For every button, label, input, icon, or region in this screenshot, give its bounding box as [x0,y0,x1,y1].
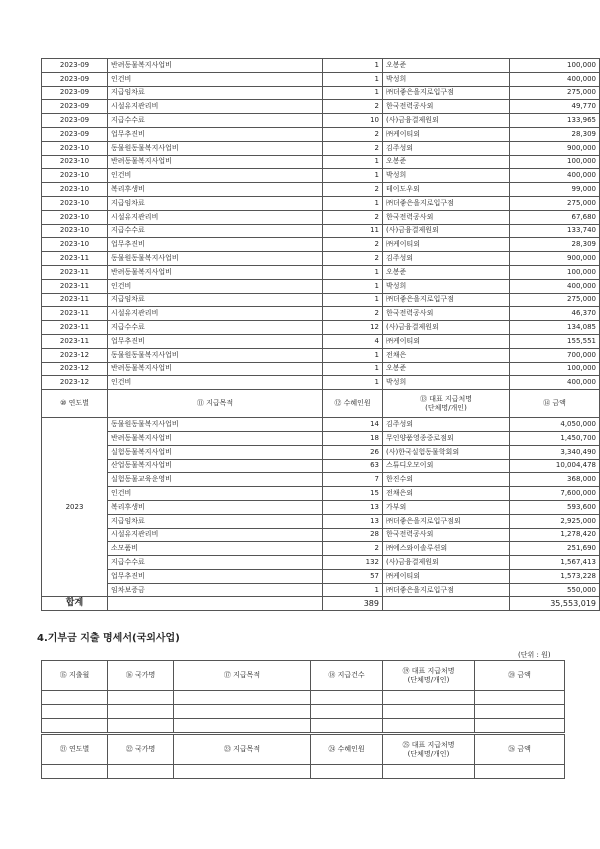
amount-cell: 550,000 [510,583,600,597]
count-cell: 26 [323,445,383,459]
purpose-cell: 시설유지관리비 [108,100,323,114]
purpose-cell: 지급임차료 [108,196,323,210]
header-year: ⑩ 연도별 [42,390,108,418]
table-row [42,583,600,597]
payee-cell: 전채은외 [383,487,510,501]
table-row [42,528,600,542]
header-amount: ⑳ 금액 [475,661,565,691]
payee-cell: 전채은 [383,348,510,362]
table-row [42,59,600,73]
purpose-cell: 업무추진비 [108,569,323,583]
purpose-cell: 인건비 [108,279,323,293]
amount-cell: 368,000 [510,473,600,487]
month-cell: 2023-11 [42,265,108,279]
purpose-cell: 반려동물복지사업비 [108,431,323,445]
count-cell: 10 [323,114,383,128]
count-cell: 2 [323,252,383,266]
purpose-cell: 동물원동물복지사업비 [108,418,323,432]
table-row [42,224,600,238]
table-row [42,487,600,501]
count-cell: 2 [323,307,383,321]
payee-cell: ㈜케이티외 [383,334,510,348]
payee-cell: (사)금융결제원외 [383,556,510,570]
count-cell: 1 [323,59,383,73]
table-row [42,362,600,376]
amount-cell: 400,000 [510,279,600,293]
section-title: 4.기부금 지출 명세서(국외사업) [37,633,180,644]
overseas-monthly-header-row [42,661,565,691]
purpose-cell: 실험동물복지사업비 [108,445,323,459]
amount-cell: 7,600,000 [510,487,600,501]
purpose-cell: 업무추진비 [108,127,323,141]
count-cell: 1 [323,265,383,279]
payee-cell: 한진수외 [383,473,510,487]
purpose-cell: 지급수수료 [108,321,323,335]
payee-cell: 한국전력공사외 [383,307,510,321]
payee-cell: ㈜케이티외 [383,238,510,252]
domestic-expense-table [41,58,600,611]
purpose-cell: 지급임차료 [108,514,323,528]
table-row [42,445,600,459]
count-cell: 2 [323,141,383,155]
month-cell: 2023-11 [42,321,108,335]
month-cell: 2023-09 [42,114,108,128]
month-cell: 2023-10 [42,238,108,252]
table-row [42,114,600,128]
table-row [42,293,600,307]
empty-row [42,691,565,705]
payee-cell: 박성희 [383,376,510,390]
payee-cell: 무인양품영종중로점외 [383,431,510,445]
header-payee: ⑬ 대표 지급처명 (단체명/개인) [383,390,510,418]
payee-cell: 한국전력공사외 [383,210,510,224]
amount-cell: 1,567,413 [510,556,600,570]
purpose-cell: 시설유지관리비 [108,307,323,321]
count-cell: 11 [323,224,383,238]
payee-cell: ㈜더좋은을지로입구점 [383,583,510,597]
count-cell: 14 [323,418,383,432]
table-row [42,514,600,528]
month-cell: 2023-11 [42,252,108,266]
payee-cell: 가부외 [383,500,510,514]
month-cell: 2023-11 [42,279,108,293]
payee-cell: (사)금융결제원외 [383,321,510,335]
table-row [42,500,600,514]
count-cell: 2 [323,100,383,114]
header-purpose: ⑪ 지급목적 [108,390,323,418]
monthly-rows [42,59,600,390]
month-cell: 2023-11 [42,307,108,321]
payee-cell: 박성희 [383,72,510,86]
month-cell: 2023-09 [42,127,108,141]
purpose-cell: 지급임차료 [108,86,323,100]
amount-cell: 275,000 [510,293,600,307]
payee-cell: 한국전력공사외 [383,100,510,114]
month-cell: 2023-12 [42,362,108,376]
payee-cell: 한국전력공사외 [383,528,510,542]
purpose-cell: 반려동물복지사업비 [108,155,323,169]
purpose-cell: 임차보증금 [108,583,323,597]
header-month: ⑮ 지출월 [42,661,108,691]
month-cell: 2023-10 [42,196,108,210]
payee-cell: 김주성외 [383,418,510,432]
count-cell: 15 [323,487,383,501]
amount-cell: 49,770 [510,100,600,114]
amount-cell: 275,000 [510,86,600,100]
overseas-annual-header-row [42,735,565,765]
payee-cell: 테이도우외 [383,183,510,197]
count-cell: 1 [323,376,383,390]
empty-row [42,765,565,779]
month-cell: 2023-09 [42,72,108,86]
payee-cell: 오봉준 [383,155,510,169]
payee-cell: 스튜디오모이외 [383,459,510,473]
table-row [42,252,600,266]
header-year: ㉑ 연도별 [42,735,108,765]
purpose-cell: 인건비 [108,169,323,183]
month-cell: 2023-09 [42,86,108,100]
table-row [42,86,600,100]
count-cell: 132 [323,556,383,570]
amount-cell: 28,309 [510,238,600,252]
count-cell: 2 [323,542,383,556]
purpose-cell: 인건비 [108,376,323,390]
payee-cell: (사)한국실험동물학회외 [383,445,510,459]
purpose-cell: 시설유지관리비 [108,210,323,224]
payee-cell: (사)금융결제원외 [383,224,510,238]
payee-cell: 오봉준 [383,265,510,279]
table-row [42,279,600,293]
table-row [42,542,600,556]
payee-cell: 오봉준 [383,362,510,376]
empty-row [42,719,565,733]
month-cell: 2023-09 [42,100,108,114]
amount-cell: 400,000 [510,169,600,183]
table-row [42,127,600,141]
purpose-cell: 업무추진비 [108,238,323,252]
amount-cell: 251,690 [510,542,600,556]
count-cell: 2 [323,127,383,141]
payee-cell: 김주성외 [383,141,510,155]
amount-cell: 275,000 [510,196,600,210]
amount-cell: 100,000 [510,59,600,73]
payee-cell: ㈜더좋은을지로입구점외 [383,514,510,528]
amount-cell: 4,050,000 [510,418,600,432]
payee-cell: ㈜더좋은을지로입구점 [383,293,510,307]
month-cell: 2023-10 [42,183,108,197]
count-cell: 63 [323,459,383,473]
total-label: 합계 [42,597,108,611]
annual-header-row [42,390,600,418]
table-row [42,100,600,114]
count-cell: 1 [323,279,383,293]
payee-cell: 박성희 [383,169,510,183]
month-cell: 2023-11 [42,334,108,348]
count-cell: 12 [323,321,383,335]
annual-rows [42,418,600,597]
header-purpose: ㉓ 지급목적 [174,735,311,765]
total-payee-empty [383,597,510,611]
amount-cell: 2,925,000 [510,514,600,528]
amount-cell: 133,965 [510,114,600,128]
amount-cell: 133,740 [510,224,600,238]
table-row [42,210,600,224]
amount-cell: 10,004,478 [510,459,600,473]
purpose-cell: 반려동물복지사업비 [108,362,323,376]
month-cell: 2023-10 [42,224,108,238]
header-payee: ㉕ 대표 지급처명 (단체명/개인) [383,735,475,765]
purpose-cell: 업무추진비 [108,334,323,348]
count-cell: 1 [323,362,383,376]
purpose-cell: 시설유지관리비 [108,528,323,542]
amount-cell: 1,450,700 [510,431,600,445]
month-cell: 2023-12 [42,376,108,390]
table-row [42,72,600,86]
payee-cell: (사)금융결제원외 [383,114,510,128]
table-row [42,141,600,155]
month-cell: 2023-10 [42,169,108,183]
amount-cell: 1,278,420 [510,528,600,542]
purpose-cell: 동물원동물복지사업비 [108,348,323,362]
table-row [42,348,600,362]
header-country: ㉒ 국가명 [108,735,174,765]
month-cell: 2023-10 [42,155,108,169]
header-count: ⑫ 수혜인원 [323,390,383,418]
month-cell: 2023-10 [42,141,108,155]
header-purpose: ⑰ 지급목적 [174,661,311,691]
payee-cell: ㈜케이티외 [383,127,510,141]
amount-cell: 3,340,490 [510,445,600,459]
purpose-cell: 지급수수료 [108,224,323,238]
month-cell: 2023-12 [42,348,108,362]
count-cell: 1 [323,86,383,100]
payee-cell: ㈜케이티외 [383,569,510,583]
month-cell: 2023-10 [42,210,108,224]
amount-cell: 28,309 [510,127,600,141]
table-row [42,459,600,473]
payee-cell: ㈜더좋은을지로입구점 [383,86,510,100]
count-cell: 4 [323,334,383,348]
table-row [42,238,600,252]
purpose-cell: 반려동물복지사업비 [108,265,323,279]
amount-cell: 400,000 [510,376,600,390]
month-cell: 2023-09 [42,59,108,73]
table-row [42,431,600,445]
purpose-cell: 지급수수료 [108,556,323,570]
payee-cell: 김주성외 [383,252,510,266]
count-cell: 1 [323,293,383,307]
purpose-cell: 동물원동물복지사업비 [108,141,323,155]
purpose-cell: 지급수수료 [108,114,323,128]
amount-cell: 134,085 [510,321,600,335]
amount-cell: 46,370 [510,307,600,321]
total-count: 389 [323,597,383,611]
total-row [42,597,600,611]
count-cell: 2 [323,238,383,252]
amount-cell: 1,573,228 [510,569,600,583]
count-cell: 7 [323,473,383,487]
purpose-cell: 인건비 [108,487,323,501]
count-cell: 13 [323,514,383,528]
amount-cell: 700,000 [510,348,600,362]
table-row [42,376,600,390]
amount-cell: 900,000 [510,252,600,266]
purpose-cell: 소모품비 [108,542,323,556]
total-amount: 35,553,019 [510,597,600,611]
table-row [42,169,600,183]
table-row [42,265,600,279]
table-row [42,418,600,432]
amount-cell: 100,000 [510,155,600,169]
count-cell: 13 [323,500,383,514]
purpose-cell: 실험동물교육운영비 [108,473,323,487]
table-row [42,196,600,210]
purpose-cell: 동물원동물복지사업비 [108,252,323,266]
count-cell: 28 [323,528,383,542]
amount-cell: 100,000 [510,362,600,376]
table-row [42,556,600,570]
count-cell: 2 [323,210,383,224]
count-cell: 1 [323,196,383,210]
overseas-annual-table [41,734,565,779]
purpose-cell: 산업동물복지사업비 [108,459,323,473]
count-cell: 1 [323,583,383,597]
header-count: ⑱ 지급건수 [311,661,383,691]
payee-cell: 오봉준 [383,59,510,73]
header-country: ⑯ 국가명 [108,661,174,691]
purpose-cell: 복리후생비 [108,183,323,197]
count-cell: 1 [323,72,383,86]
header-payee: ⑲ 대표 지급처명 (단체명/개인) [383,661,475,691]
header-amount: ⑭ 금액 [510,390,600,418]
header-count: ㉔ 수혜인원 [311,735,383,765]
unit-note: (단위 : 원) [518,651,551,659]
count-cell: 2 [323,183,383,197]
count-cell: 57 [323,569,383,583]
year-cell: 2023 [42,418,108,597]
table-row [42,307,600,321]
total-purpose-empty [108,597,323,611]
payee-cell: ㈜더좋은을지로입구점 [383,196,510,210]
empty-row [42,705,565,719]
amount-cell: 67,680 [510,210,600,224]
table-row [42,569,600,583]
count-cell: 18 [323,431,383,445]
table-row [42,155,600,169]
month-cell: 2023-11 [42,293,108,307]
purpose-cell: 인건비 [108,72,323,86]
table-row [42,321,600,335]
payee-cell: ㈜에스와이솔루션외 [383,542,510,556]
purpose-cell: 복리후생비 [108,500,323,514]
count-cell: 1 [323,348,383,362]
amount-cell: 593,600 [510,500,600,514]
header-amount: ㉖ 금액 [475,735,565,765]
amount-cell: 100,000 [510,265,600,279]
count-cell: 1 [323,169,383,183]
table-row [42,183,600,197]
count-cell: 1 [323,155,383,169]
table-row [42,334,600,348]
amount-cell: 900,000 [510,141,600,155]
amount-cell: 155,551 [510,334,600,348]
payee-cell: 박성희 [383,279,510,293]
table-row [42,473,600,487]
overseas-monthly-table [41,660,565,733]
amount-cell: 99,000 [510,183,600,197]
purpose-cell: 지급임차료 [108,293,323,307]
purpose-cell: 반려동물복지사업비 [108,59,323,73]
amount-cell: 400,000 [510,72,600,86]
